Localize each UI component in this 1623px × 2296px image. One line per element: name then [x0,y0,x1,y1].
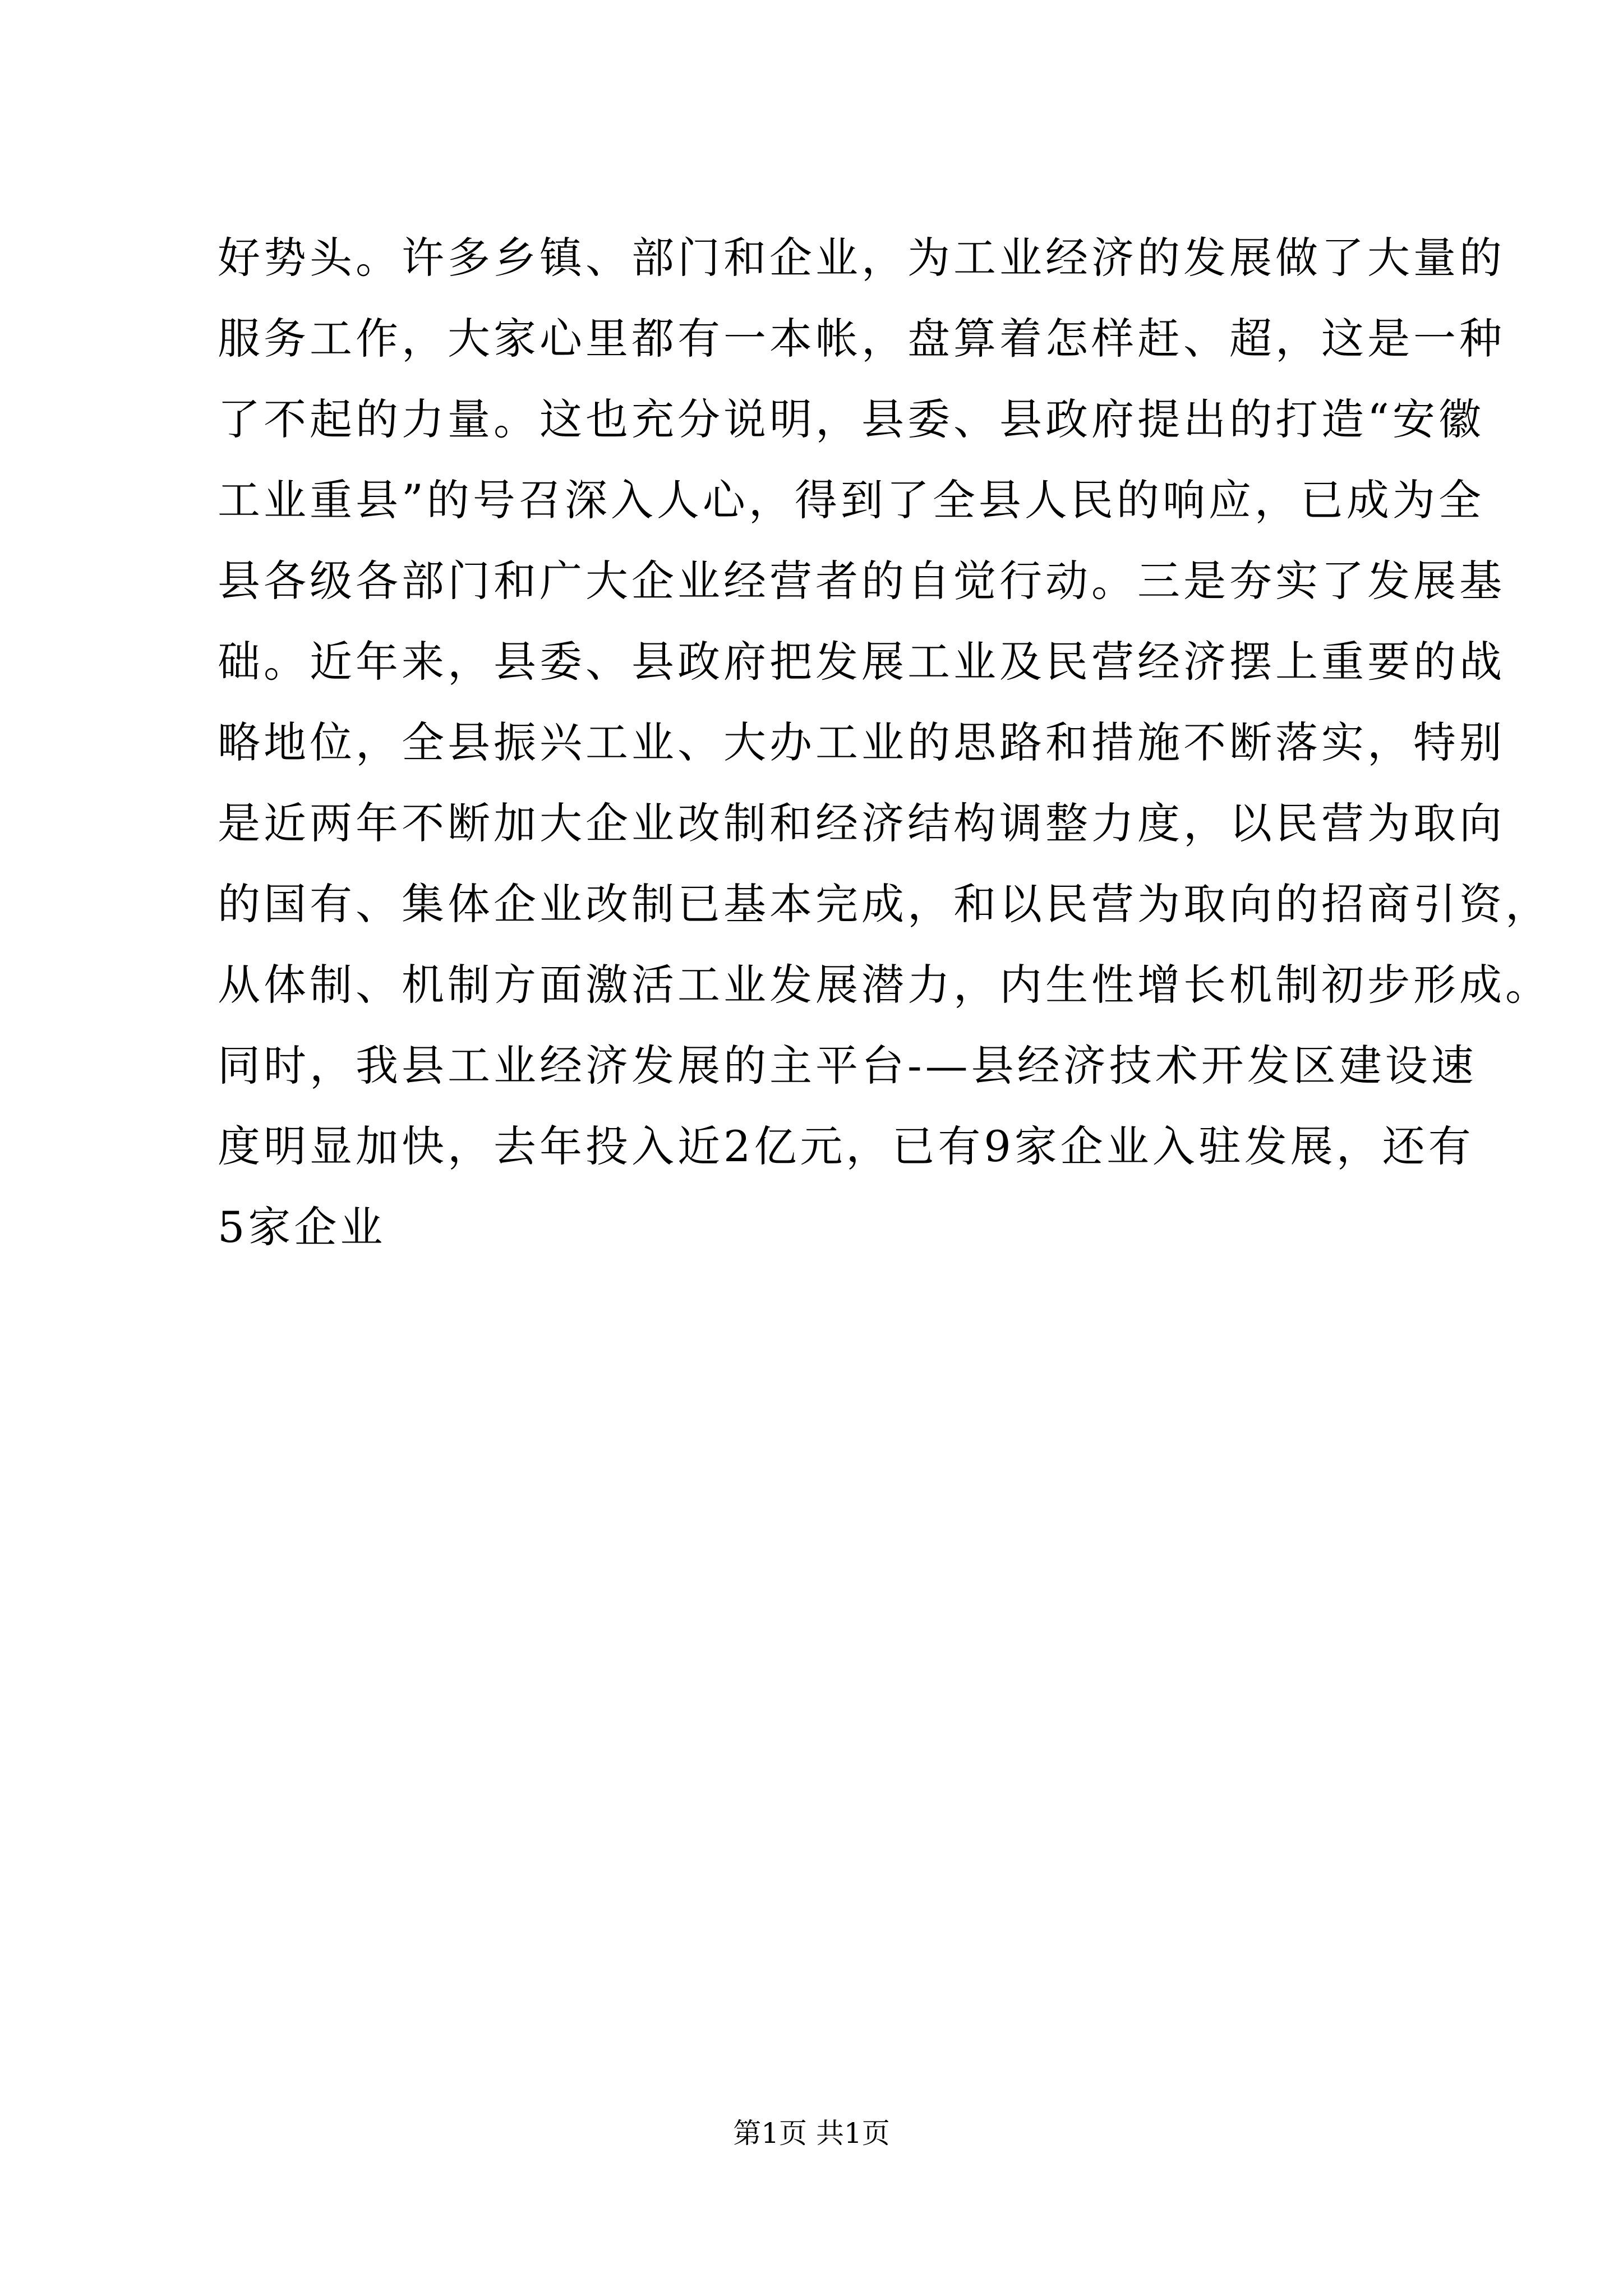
text-line: 的国有、集体企业改制已基本完成，和以民营为取向的招商引资， [218,879,1551,929]
page-number-label: 第1页 共1页 [733,2117,890,2150]
body-paragraph [218,218,1551,1268]
page-footer [0,2114,1623,2153]
text-line: 础。近年来，县委、县政府把发展工业及民营经济摆上重要的战 [218,637,1505,687]
text-line: 县各级各部门和广大企业经营者的自觉行动。三是夯实了发展基 [218,556,1505,606]
text-line-last: 5家企业 [218,1202,386,1252]
text-line: 工业重县”的号召深入人心，得到了全县人民的响应，已成为全 [218,475,1484,525]
text-line: 同时，我县工业经济发展的主平台-—县经济技术开发区建设速 [218,1041,1477,1091]
text-line: 从体制、机制方面激活工业发展潜力，内生性增长机制初步形成。 [218,960,1551,1010]
text-line: 是近两年不断加大企业改制和经济结构调整力度，以民营为取向 [218,798,1505,848]
text-line: 了不起的力量。这也充分说明，县委、县政府提出的打造“安徽 [218,394,1484,444]
text-line: 好势头。许多乡镇、部门和企业，为工业经济的发展做了大量的 [218,233,1505,283]
text-line: 略地位，全县振兴工业、大办工业的思路和措施不断落实，特别 [218,717,1505,767]
text-line: 度明显加快，去年投入近2亿元，已有9家企业入驻发展，还有 [218,1121,1474,1171]
text-line: 服务工作，大家心里都有一本帐，盘算着怎样赶、超，这是一种 [218,314,1505,364]
